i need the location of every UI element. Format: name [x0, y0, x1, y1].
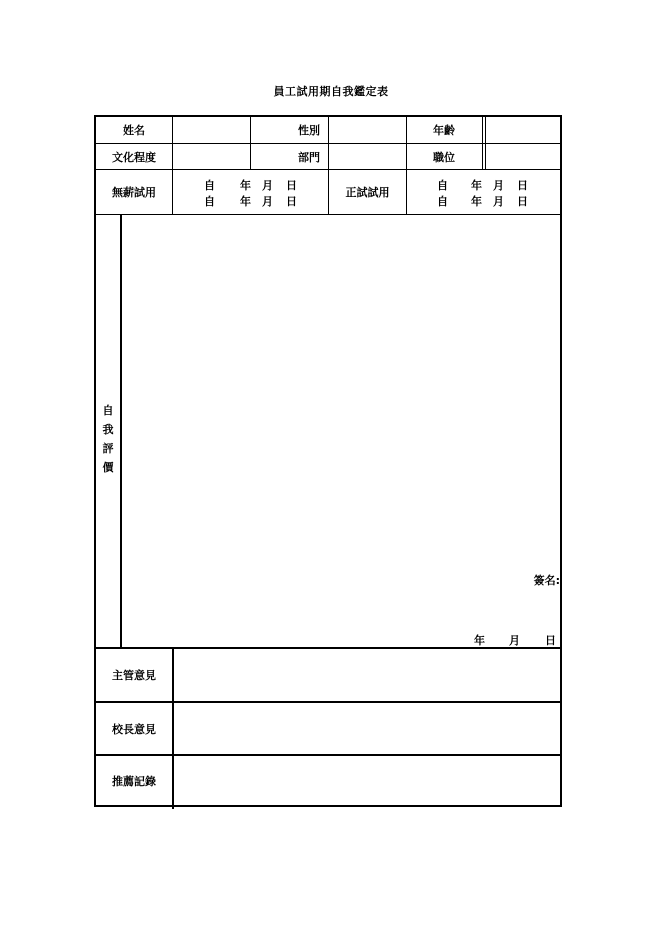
date-from-label: 自	[204, 179, 215, 192]
date-from-label: 自	[437, 179, 448, 192]
day-label: 日	[517, 179, 528, 192]
gender-field[interactable]	[329, 117, 406, 143]
principal-opinion-field[interactable]	[174, 703, 560, 754]
age-label: 年齡	[433, 124, 455, 137]
formal-trial-label: 正試試用	[345, 186, 390, 199]
month-label: 月	[262, 179, 273, 192]
formal-trial-dates[interactable]	[437, 178, 559, 210]
unpaid-trial-dates[interactable]	[204, 178, 334, 210]
principal-opinion-label: 校長意見	[112, 722, 156, 736]
day-label: 日	[286, 195, 297, 208]
self-eval-char: 我	[102, 423, 114, 436]
year-label: 年	[474, 634, 485, 647]
position-label: 職位	[433, 150, 455, 164]
month-label: 月	[262, 195, 273, 208]
self-eval-date	[474, 633, 556, 649]
self-eval-char: 價	[102, 461, 114, 474]
year-label: 年	[471, 179, 482, 192]
day-label: 日	[545, 634, 556, 647]
page-title: 員工試用期自我鑑定表	[273, 85, 389, 98]
age-field[interactable]	[486, 117, 560, 143]
self-eval-char: 評	[102, 442, 114, 455]
name-label: 姓名	[123, 124, 145, 137]
name-field[interactable]	[173, 117, 250, 143]
supervisor-opinion-field[interactable]	[174, 649, 560, 701]
education-label: 文化程度	[112, 150, 156, 164]
position-field[interactable]	[486, 144, 560, 169]
department-label: 部門	[298, 150, 320, 164]
self-eval-char: 自	[102, 404, 114, 417]
year-label: 年	[240, 195, 251, 208]
column-divider	[482, 117, 483, 169]
signature-label: 簽名:	[533, 574, 560, 587]
year-label: 年	[471, 195, 482, 208]
recommendation-field[interactable]	[174, 756, 560, 805]
year-label: 年	[240, 179, 251, 192]
department-field[interactable]	[329, 144, 406, 169]
day-label: 日	[286, 179, 297, 192]
gender-label: 性別	[298, 124, 320, 137]
education-field[interactable]	[173, 144, 250, 169]
self-eval-area[interactable]	[123, 215, 560, 647]
recommendation-label: 推薦記錄	[112, 774, 156, 788]
month-label: 月	[493, 195, 504, 208]
evaluation-form	[94, 115, 562, 807]
month-label: 月	[493, 179, 504, 192]
supervisor-opinion-label: 主管意見	[112, 669, 156, 682]
column-divider	[120, 214, 122, 647]
day-label: 日	[517, 195, 528, 208]
unpaid-trial-label: 無薪試用	[112, 186, 156, 199]
month-label: 月	[509, 634, 520, 647]
date-to-label: 自	[204, 195, 215, 208]
self-eval-label	[96, 401, 120, 477]
date-to-label: 自	[437, 195, 448, 208]
